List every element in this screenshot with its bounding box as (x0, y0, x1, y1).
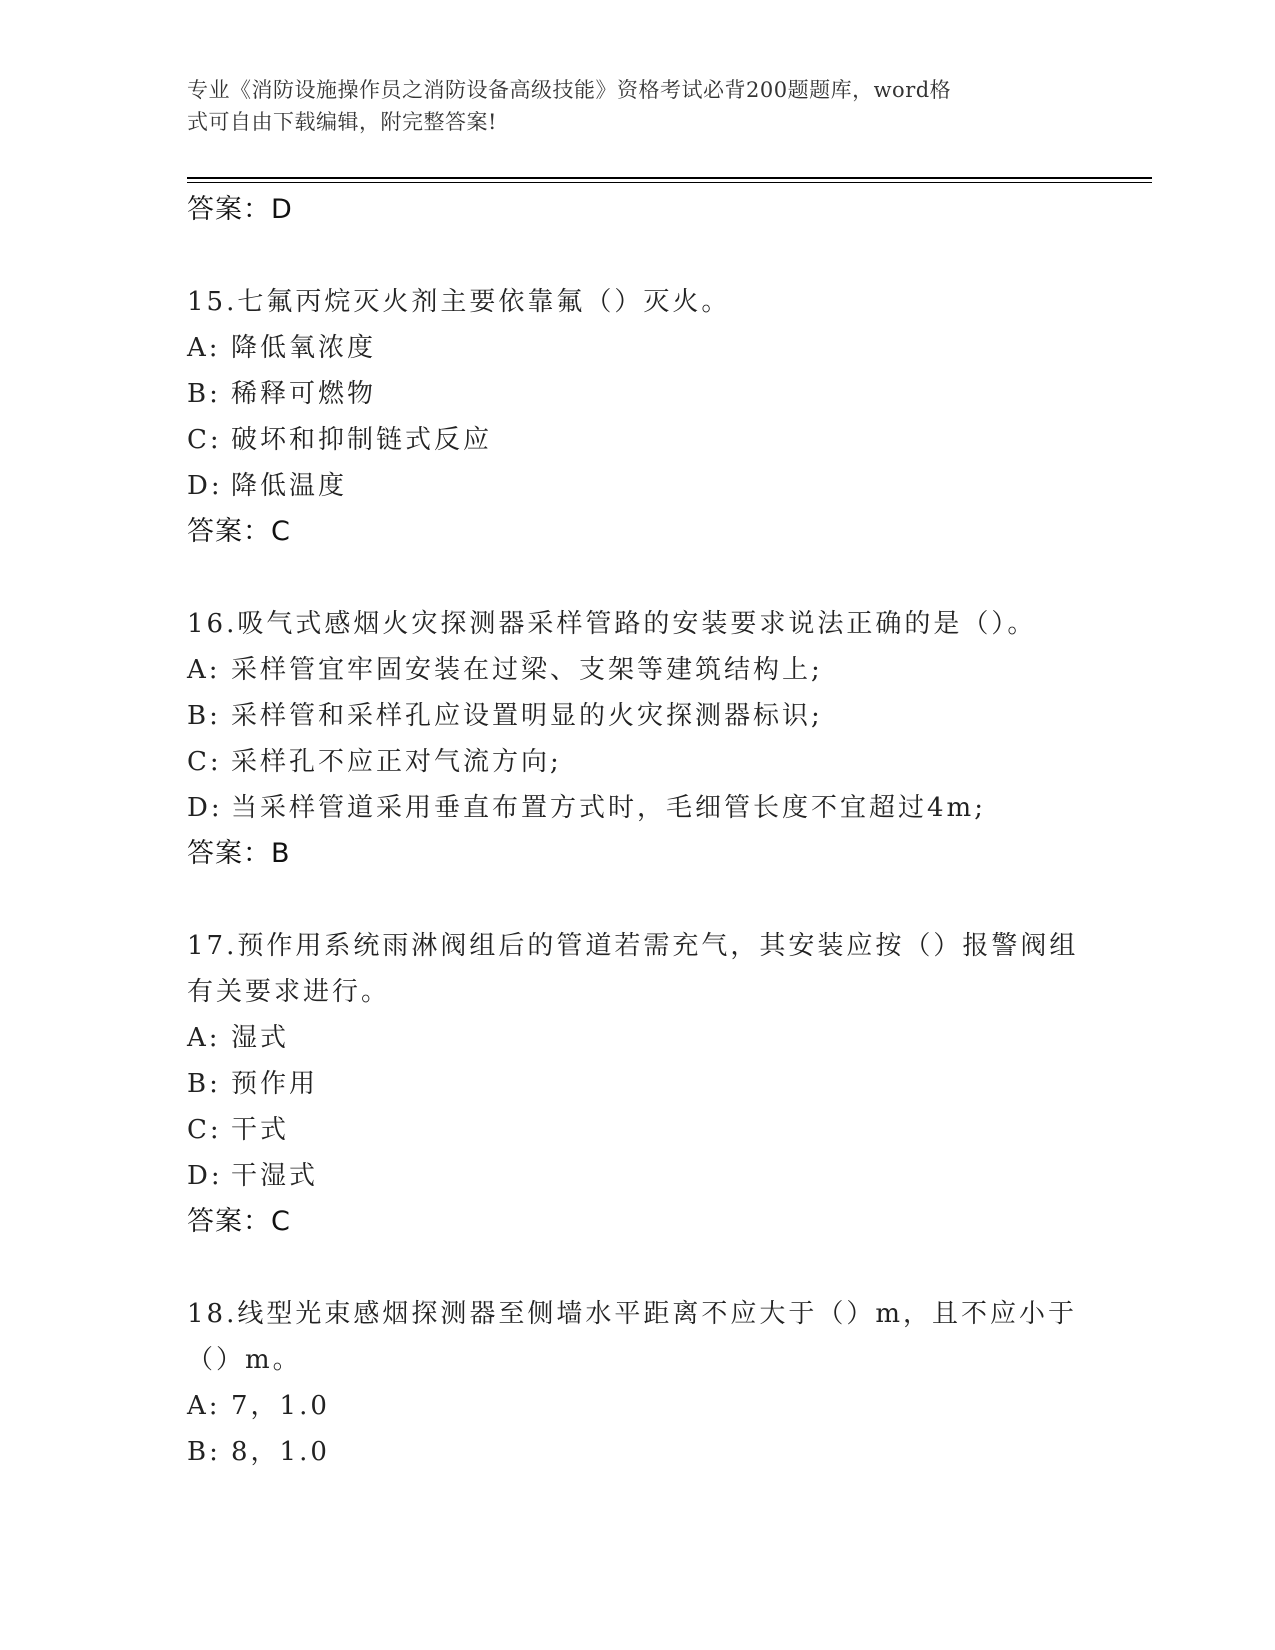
option-key: A: (187, 1391, 221, 1421)
option-text: 预作用 (231, 1069, 319, 1099)
option-key: B: (187, 701, 221, 731)
option-a (187, 325, 1087, 371)
option-a (187, 647, 1087, 693)
question-text: 15.七氟丙烷灭火剂主要依靠氟（）灭火。 (187, 287, 731, 317)
option-text: 干式 (231, 1115, 290, 1145)
option-key: A: (187, 333, 221, 363)
option-d (187, 463, 1087, 509)
answer-line: 答案：C (187, 516, 291, 547)
option-key: C: (187, 747, 222, 777)
header-line-2: 式可自由下载编辑，附完整答案! (187, 110, 497, 134)
option-text: 降低温度 (231, 471, 348, 501)
answer-line: 答案：C (187, 1206, 291, 1237)
option-text: 当采样管道采用垂直布置方式时，毛细管长度不宜超过4m; (231, 793, 986, 823)
option-text: 8，1.0 (231, 1437, 330, 1467)
option-d (187, 785, 1087, 831)
question-text-line-1: 18.线型光束感烟探测器至侧墙水平距离不应大于（）m，且不应小于 (187, 1299, 1078, 1329)
option-text: 7，1.0 (231, 1391, 330, 1421)
option-b (187, 1061, 1087, 1107)
option-key: C: (187, 1115, 222, 1145)
option-key: D: (187, 793, 223, 823)
question-16 (187, 601, 1087, 877)
option-c (187, 1107, 1087, 1153)
question-text-line-2: （）m。 (187, 1345, 302, 1375)
header-line-1: 专业《消防设施操作员之消防设备高级技能》资格考试必背200题题库，word格 (187, 78, 952, 102)
option-c (187, 417, 1087, 463)
option-key: B: (187, 1437, 221, 1467)
question-18 (187, 1291, 1087, 1475)
option-a (187, 1383, 1087, 1429)
question-17 (187, 923, 1087, 1245)
answer-line: 答案：B (187, 838, 291, 869)
question-text-line-2: 有关要求进行。 (187, 977, 391, 1007)
answer-line: 答案：D (187, 194, 293, 225)
header-divider-thick (187, 177, 1152, 179)
option-b (187, 371, 1087, 417)
option-text: 采样管宜牢固安装在过梁、支架等建筑结构上; (231, 655, 823, 685)
option-c (187, 739, 1087, 785)
header-divider-thin (187, 182, 1152, 183)
option-key: D: (187, 471, 223, 501)
option-b (187, 693, 1087, 739)
option-key: C: (187, 425, 222, 455)
question-list (187, 187, 1087, 1475)
option-text: 采样管和采样孔应设置明显的火灾探测器标识; (231, 701, 823, 731)
option-a (187, 1015, 1087, 1061)
option-text: 湿式 (231, 1023, 290, 1053)
option-key: B: (187, 1069, 221, 1099)
option-text: 降低氧浓度 (231, 333, 377, 363)
option-text: 干湿式 (231, 1161, 319, 1191)
option-d (187, 1153, 1087, 1199)
option-text: 稀释可燃物 (231, 379, 377, 409)
option-text: 采样孔不应正对气流方向; (231, 747, 562, 777)
question-text: 16.吸气式感烟火灾探测器采样管路的安装要求说法正确的是（）。 (187, 609, 1037, 639)
question-text-line-1: 17.预作用系统雨淋阀组后的管道若需充气，其安装应按（）报警阀组 (187, 931, 1079, 961)
document-header (187, 74, 1067, 138)
option-key: A: (187, 655, 221, 685)
option-key: D: (187, 1161, 223, 1191)
question-15 (187, 279, 1087, 555)
option-key: B: (187, 379, 221, 409)
option-text: 破坏和抑制链式反应 (231, 425, 493, 455)
option-b (187, 1429, 1087, 1475)
option-key: A: (187, 1023, 221, 1053)
